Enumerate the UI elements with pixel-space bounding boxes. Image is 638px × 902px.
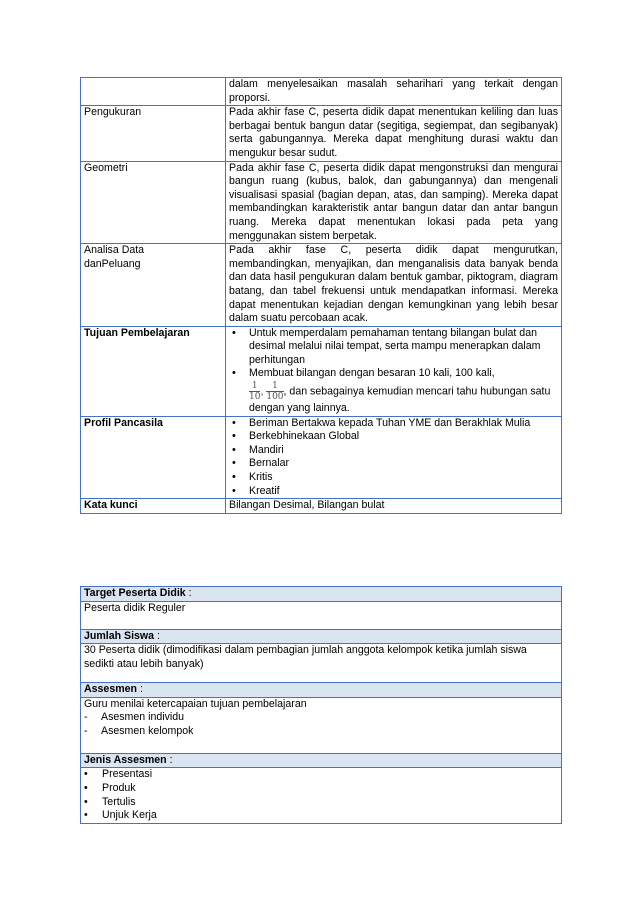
table-row — [81, 697, 562, 753]
label-line: danPeluang — [84, 257, 141, 270]
table-row — [81, 161, 562, 244]
content-cell: Pada akhir fase C, peserta didik dapat mengurutkan, membandingkan, menyajikan, dan menganalisis data banyak benda dan data hasil pengukuran dalam bentuk gambar, piktogram, diagram batang, dan tabel frekuensi untuk mendapatkan informasi. Mereka dapat menentukan kejadian dengan kemungkinan yang lebih besar dalam suatu percobaan acak. — [226, 244, 562, 327]
student-info-table — [80, 586, 562, 824]
profil-content — [226, 416, 562, 499]
label-cell — [81, 244, 226, 327]
section-body: 30 Peserta didik (dimodifikasi dalam pembagian jumlah anggota kelompok ketika jumlah siswa sedikti atau lebih banyak) — [81, 644, 562, 683]
list-item: • Membuat bilangan dengan besaran 10 kali, 100 kali, $\frac{1}{10}$ , $\frac{1}{100}$ , dan sebagainya kemudian mencari tahu hubungan satu dengan yang lainnya. — [229, 367, 558, 415]
list-item: • Berkebhinekaan Global — [229, 430, 558, 444]
list-item: • Beriman Bertakwa kepada Tuhan YME dan Berakhlak Mulia — [229, 417, 558, 431]
section-header: Jumlah Siswa : — [81, 629, 562, 644]
section-body: Peserta didik Reguler — [81, 601, 562, 629]
list-item: - Asesmen kelompok — [84, 725, 558, 739]
table-row — [81, 601, 562, 629]
table-row — [81, 106, 562, 161]
section-header: Target Peserta Didik : — [81, 587, 562, 602]
fraction: $\frac{1}{10}$ — [249, 381, 261, 403]
table-row — [81, 644, 562, 683]
section-header: Jenis Assesmen : — [81, 753, 562, 768]
content-cell: Pada akhir fase C, peserta didik dapat menentukan keliling dan luas berbagai bentuk bangun datar (segitiga, segiempat, dan segibanyak) serta gabungannya. Mereka dapat menghitung durasi waktu dan mengukur besar sudut. — [226, 106, 562, 161]
content-cell: Pada akhir fase C, peserta didik dapat mengonstruksi dan mengurai bangun ruang (kubus, balok, dan gabungannya) dan mengenali visualisasi spasial (bagian depan, atas, dan samping). Mereka dapat membandingkan karakteristik antar bangun datar dan antar bangun ruang. Mereka dapat menentukan lokasi pada peta yang menggunakan sistem berpetak. — [226, 161, 562, 244]
list-item: • Unjuk Kerja — [84, 809, 558, 823]
list-item: • Mandiri — [229, 444, 558, 458]
label-cell — [81, 78, 226, 106]
list-item: • Kritis — [229, 471, 558, 485]
table-row — [81, 499, 562, 514]
section-body — [81, 768, 562, 823]
profil-label: Profil Pancasila — [81, 416, 226, 499]
section-body: Guru menilai ketercapaian tujuan pembelajaran - Asesmen individu - Asesmen kelompok — [81, 697, 562, 753]
list-item: • Untuk memperdalam pemahaman tentang bilangan bulat dan desimal melalui nilai tempat, serta mampu menerapkan dalam perhitungan — [229, 327, 558, 368]
label-cell: Geometri — [81, 161, 226, 244]
list-item: - Asesmen individu — [84, 711, 558, 725]
table-row — [81, 244, 562, 327]
list-item: • Kreatif — [229, 485, 558, 499]
kata-kunci-label: Kata kunci — [81, 499, 226, 514]
fraction: $\frac{1}{100}$ — [266, 381, 284, 403]
list-item: • Bernalar — [229, 457, 558, 471]
table-row — [81, 753, 562, 768]
section-header: Assesmen : — [81, 683, 562, 698]
learning-outcomes-table — [80, 77, 562, 514]
list-item: • Tertulis — [84, 796, 558, 810]
table-row — [81, 416, 562, 499]
table-row — [81, 587, 562, 602]
label-cell: Pengukuran — [81, 106, 226, 161]
list-item: • Produk — [84, 782, 558, 796]
table-row — [81, 78, 562, 106]
kata-kunci-value: Bilangan Desimal, Bilangan bulat — [226, 499, 562, 514]
table-row — [81, 629, 562, 644]
tujuan-content — [226, 326, 562, 416]
label-line: Analisa Data — [84, 244, 145, 257]
content-cell: dalam menyelesaikan masalah seharihari yang terkait dengan proporsi. — [226, 78, 562, 106]
table-row — [81, 326, 562, 416]
list-item: • Presentasi — [84, 768, 558, 782]
table-row — [81, 683, 562, 698]
tujuan-label: Tujuan Pembelajaran — [81, 326, 226, 416]
table-row — [81, 768, 562, 823]
